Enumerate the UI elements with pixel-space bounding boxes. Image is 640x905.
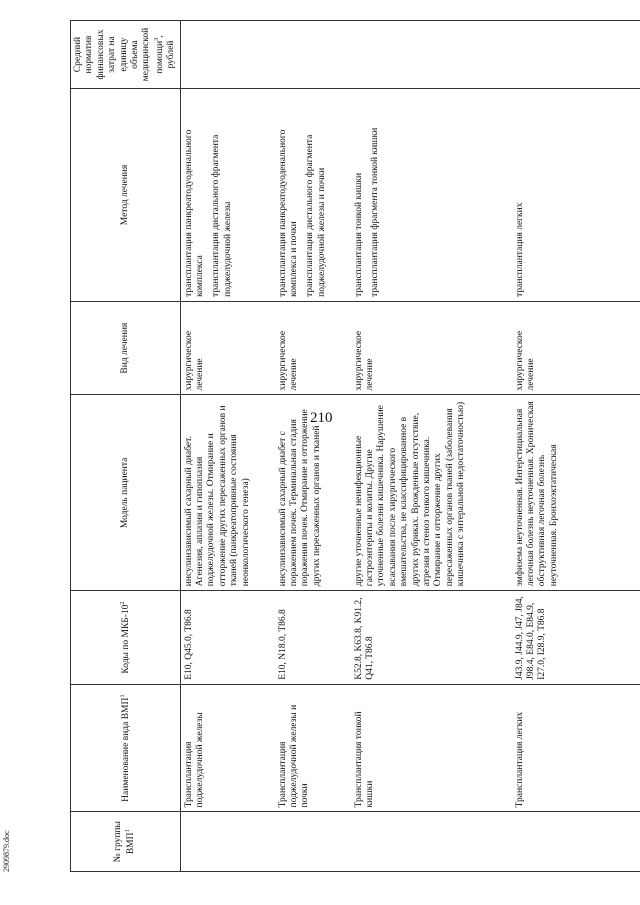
method-item: трансплантация дистального фрагмента поджелудочной железы: [211, 134, 233, 297]
cell-method: [180, 89, 275, 302]
cell-codes: J43.9, J44.9, J47, J84, J98.4, E84.0, E84.9, I27.0, I28.9, T86.8: [512, 591, 640, 685]
cell-model: эмфизема неуточненная. Интерстициальная легочная болезнь неуточненная. Хроническая обструктивная легочная болезнь неуточненная. Бронхоэктатическая: [512, 395, 640, 591]
table-row: [180, 21, 275, 872]
table-header-row: [71, 21, 181, 872]
table-row: [351, 21, 512, 872]
cell-model: инсулинзависимый сахарный диабет с поражением почек. Терминальная стадия поражения почек. Отмирание и отторжение других пересаженных органов и тканей: [275, 395, 351, 591]
cell-name: Трансплантация легких: [512, 684, 640, 812]
header-group: № группы ВМП$^1$: [71, 812, 181, 872]
cell-method: [351, 89, 512, 302]
method-item: трансплантация панкреатодуоденального комплекса: [183, 129, 206, 297]
cell-norm: [180, 21, 275, 89]
table-wrapper: [70, 20, 625, 872]
cell-codes: E10, Q45.0, T86.8: [180, 591, 275, 685]
table-row: [275, 21, 351, 872]
cell-group: [351, 812, 512, 872]
cell-treatment: хирургическое лечение: [351, 301, 512, 395]
cell-method: [275, 89, 351, 302]
table-row: [512, 21, 640, 872]
vmp-table: [70, 20, 640, 872]
page-number: 210: [310, 410, 333, 426]
cell-name: Трансплантация тонкой кишки: [351, 684, 512, 812]
method-item: трансплантация дистального фрагмента поджелудочной железы и почки: [305, 134, 327, 297]
header-method: Метод лечения: [71, 89, 181, 302]
cell-treatment: хирургическое лечение: [512, 301, 640, 395]
cell-name: Трансплантация поджелудочной железы и почки: [275, 684, 351, 812]
method-item: трансплантация фрагмента тонкой кишки: [370, 127, 381, 297]
header-codes: Коды по МКБ-$10^2$: [71, 591, 181, 685]
cell-method: [512, 89, 640, 302]
cell-group: [512, 812, 640, 872]
header-name: Наименование вида ВМП$^1$: [71, 684, 181, 812]
cell-model: инсулинзависимый сахарный диабет. Агенезия, аплазия и гипоплазия поджелудочной железы. Отмирание и отторжение других пересаженных органов и тканей (панкреатопривные состояния неонкологического генеза): [180, 395, 275, 591]
header-model: Модель пациента: [71, 395, 181, 591]
cell-treatment: хирургическое лечение: [180, 301, 275, 395]
header-treatment: Вид лечения: [71, 301, 181, 395]
cell-norm: [275, 21, 351, 89]
cell-codes: K52.8, K63.8, K91.2, Q41, T86.8: [351, 591, 512, 685]
document-footer-code: 2909879.doc: [2, 830, 11, 872]
cell-group: [180, 812, 275, 872]
cell-name: Трансплантация поджелудочной железы: [180, 684, 275, 812]
cell-norm: [351, 21, 512, 89]
cell-codes: E10, N18.0, T86.8: [275, 591, 351, 685]
header-norm: Средний норматив финансовых затрат на единицу объема медицинской помощи$^3$, рублей: [71, 21, 181, 89]
cell-norm: [512, 21, 640, 89]
method-item: трансплантация тонкой кишки: [353, 172, 364, 297]
cell-group: [275, 812, 351, 872]
method-item: трансплантация легких: [514, 202, 525, 297]
cell-treatment: хирургическое лечение: [275, 301, 351, 395]
method-item: трансплантация панкреатодуоденального комплекса и почки: [277, 129, 300, 297]
cell-model: другие уточненные неинфекционные гастроэнтериты и колиты. Другие уточненные болезни кишечника. Нарушение всасывания после хирургического вмешательства, не классифицированное в других рубриках. Врожденные отсутствие, атрезия и стеноз тонкого кишечника. Отмирание и отторжение других пересаженных органов тканей (заболевания кишечника с энтеральной недостаточностью): [351, 395, 512, 591]
